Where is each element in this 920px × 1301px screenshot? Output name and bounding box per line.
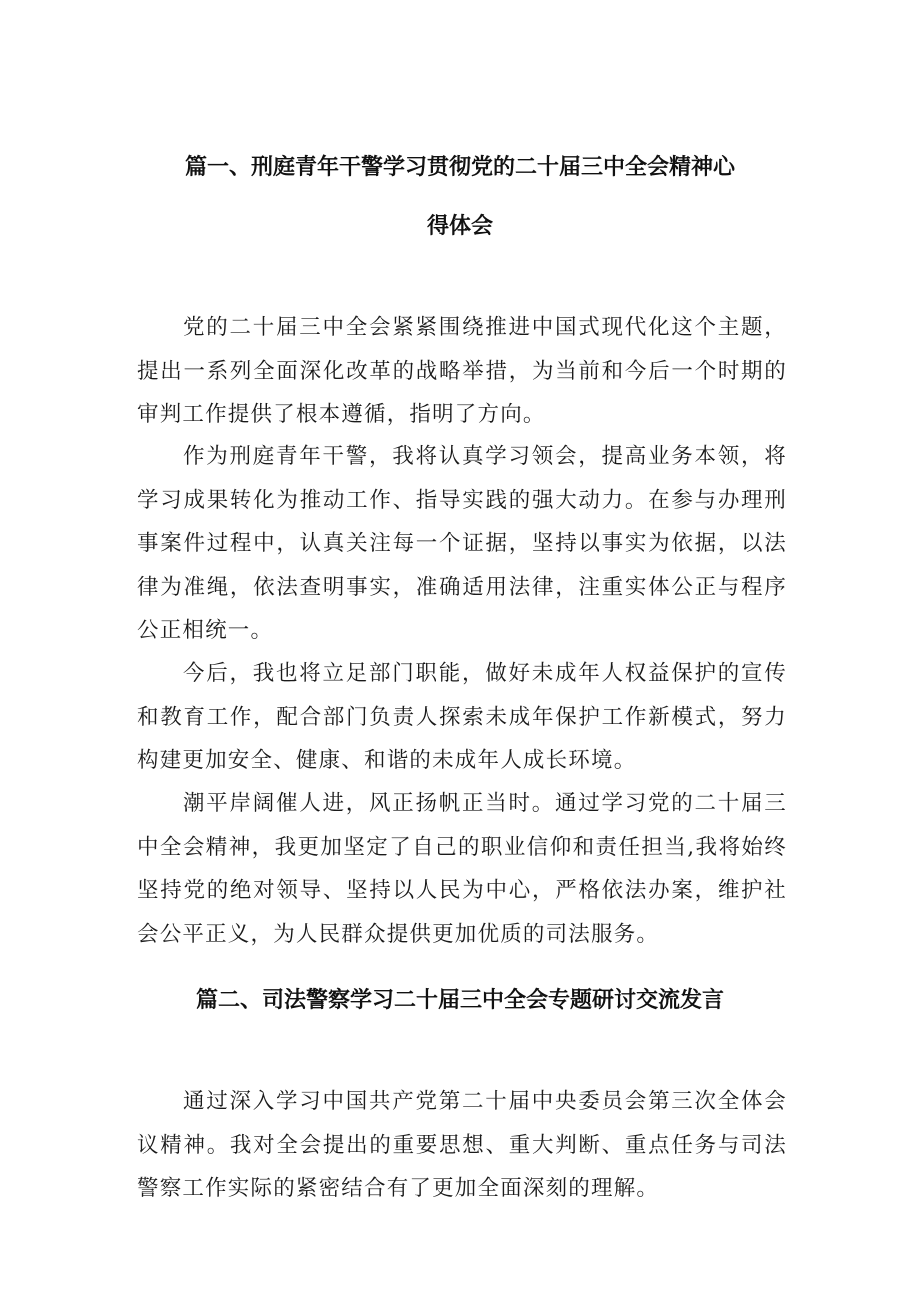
- section1-title-line1: 篇一、刑庭青年干警学习贯彻党的二十届三中全会精神心: [184, 155, 735, 180]
- section2-paragraph-1: 通过深入学习中国共产党第二十届中央委员会第三次全体会议精神。我对全会提出的重要思想、重大判断、重点任务与司法警察工作实际的紧密结合有了更加全面深刻的理解。: [137, 1089, 787, 1201]
- section1-paragraph-4: 潮平岸阔催人进，风正扬帆正当时。通过学习党的二十届三中全会精神，我更加坚定了自己的职业信仰和责任担当,我将始终坚持党的绝对领导、坚持以人民为中心，严格依法办案，维护社会公平正义，为人民群众提供更加优质的司法服务。: [137, 791, 787, 947]
- section1-paragraph-1: 党的二十届三中全会紧紧围绕推进中国式现代化这个主题，提出一系列全面深化改革的战略举措，为当前和今后一个时期的审判工作提供了根本遵循，指明了方向。: [137, 315, 787, 427]
- section1-paragraph-3: 今后，我也将立足部门职能，做好未成年人权益保护的宣传和教育工作，配合部门负责人探索未成年保护工作新模式，努力构建更加安全、健康、和谐的未成年人成长环境。: [137, 661, 787, 773]
- section2-title: 篇二、司法警察学习二十届三中全会专题研讨交流发言: [195, 988, 724, 1013]
- section1-paragraph-2: 作为刑庭青年干警，我将认真学习领会，提高业务本领，将学习成果转化为推动工作、指导实践的强大动力。在参与办理刑事案件过程中，认真关注每一个证据，坚持以事实为依据，以法律为准绳，依法查明事实，准确适用法律，注重实体公正与程序公正相统一。: [137, 444, 787, 643]
- section1-title-line2: 得体会: [426, 214, 493, 239]
